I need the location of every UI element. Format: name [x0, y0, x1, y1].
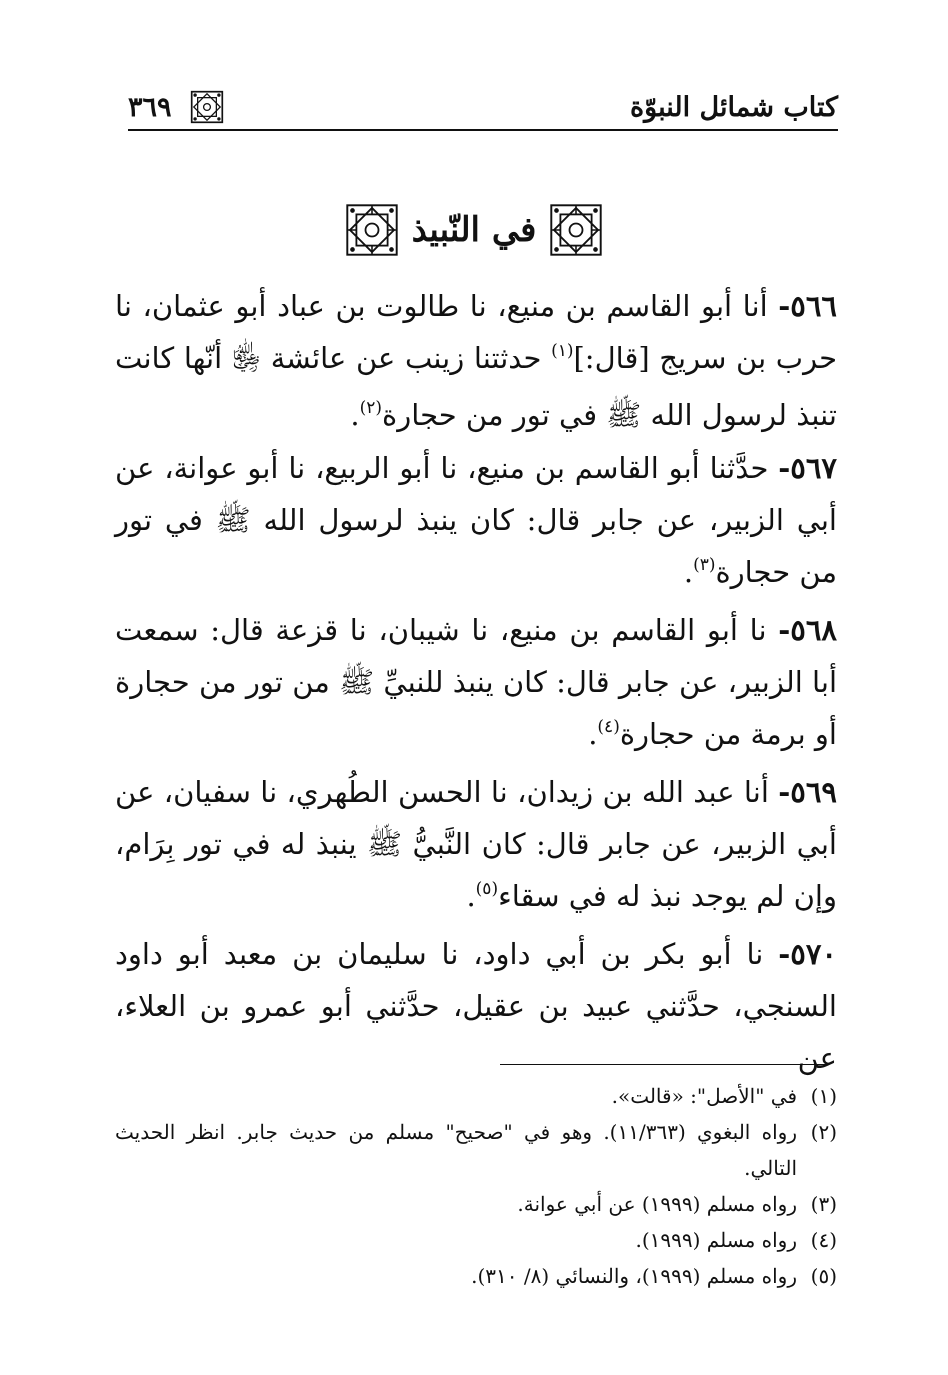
hadith-number: ٥٦٩- — [778, 775, 837, 809]
footnote-item — [115, 1258, 837, 1294]
footnote-reference[interactable]: (٤) — [597, 717, 620, 737]
footnote-text: رواه مسلم (١٩٩٩). — [635, 1228, 797, 1252]
footnote-reference[interactable]: (١) — [551, 341, 574, 361]
book-title: كتاب شمائل النبوّة — [630, 92, 838, 123]
footnote-reference[interactable]: (٥) — [475, 879, 499, 899]
page-number: ٣٦٩ — [128, 92, 172, 123]
footnote-number: (٥) — [810, 1264, 837, 1288]
sentence-end: . — [683, 555, 694, 589]
footnote-number: (٤) — [810, 1228, 837, 1252]
footnote-reference[interactable]: (٣) — [693, 555, 716, 575]
hadith-text: نا أبو القاسم بن منيع، نا شيبان، نا قزعة قال: سمعت أبا الزبير، عن جابر قال: كان ينبذ للنبيِّ ﷺ من تور من حجارة أو برمة من حجارة — [115, 613, 837, 751]
footnote-text: في "الأصل": «قالت». — [611, 1084, 797, 1108]
hadith-paragraph — [115, 442, 837, 603]
hadith-number: ٥٦٦- — [778, 289, 837, 323]
footnote-separator — [500, 1064, 826, 1065]
star-ornament-icon — [550, 204, 602, 256]
hadith-paragraph — [115, 604, 837, 765]
hadith-text: حدثتنا زينب عن عائشة ﵂ أنّها كانت تنبذ لرسول الله ﷺ في تور من حجارة — [115, 341, 837, 432]
footnote-text: رواه مسلم (١٩٩٩)، والنسائي (٨/ ٣١٠). — [471, 1264, 797, 1288]
hadith-text: حدَّثنا أبو القاسم بن منيع، نا أبو الربيع، نا أبو عوانة، عن أبي الزبير، عن جابر قال: كان ينبذ لرسول الله ﷺ في تور من حجارة — [115, 451, 837, 589]
hadith-text: نا أبو بكر بن أبي داود، نا سليمان بن معبد أبو داود السنجي، حدَّثني عبيد بن عقيل، حدَّثني أبو عمرو بن العلاء، عن — [115, 937, 837, 1075]
footnotes — [115, 1078, 837, 1294]
footnote-text: رواه مسلم (١٩٩٩) عن أبي عوانة. — [517, 1192, 797, 1216]
hadith-paragraph — [115, 928, 837, 1084]
footnote-text: رواه البغوي (١١/٣٦٣). وهو في "صحيح" مسلم من حديث جابر. انظر الحديث التالي. — [115, 1120, 797, 1180]
hadith-number: ٥٧٠- — [778, 937, 837, 971]
hadith-number: ٥٦٧- — [778, 451, 837, 485]
footnote-number: (١) — [810, 1084, 837, 1108]
footnote-item — [115, 1078, 837, 1114]
footnote-item — [115, 1222, 837, 1258]
hadith-text: أنا عبد الله بن زيدان، نا الحسن الطُهري، نا سفيان، عن أبي الزبير، عن جابر قال: كان النَّبيُّ ﷺ ينبذ له في تور بِرَام، وإن لم يوجد نبذ له في سقاء — [115, 775, 837, 913]
footnote-item — [115, 1114, 837, 1186]
hadith-number: ٥٦٨- — [778, 613, 837, 647]
header-rule — [128, 129, 838, 131]
footnote-number: (٢) — [810, 1120, 837, 1144]
sentence-end: . — [466, 879, 476, 913]
running-header — [128, 88, 838, 128]
chapter-heading — [0, 200, 948, 260]
hadith-paragraph — [115, 280, 837, 446]
hadith-paragraph — [115, 766, 837, 927]
footnote-number: (٣) — [810, 1192, 837, 1216]
star-ornament-icon — [346, 204, 398, 256]
footnote-item — [115, 1186, 837, 1222]
star-ornament-icon — [190, 90, 224, 124]
footnote-reference[interactable]: (٢) — [359, 398, 383, 418]
sentence-end: . — [588, 717, 598, 751]
hadith-text: أنا أبو القاسم بن منيع، نا طالوت بن عباد أبو عثمان، نا حرب بن سريج [قال:] — [115, 289, 837, 375]
chapter-title: في النّبيذ — [411, 210, 537, 250]
sentence-end: . — [350, 398, 360, 432]
